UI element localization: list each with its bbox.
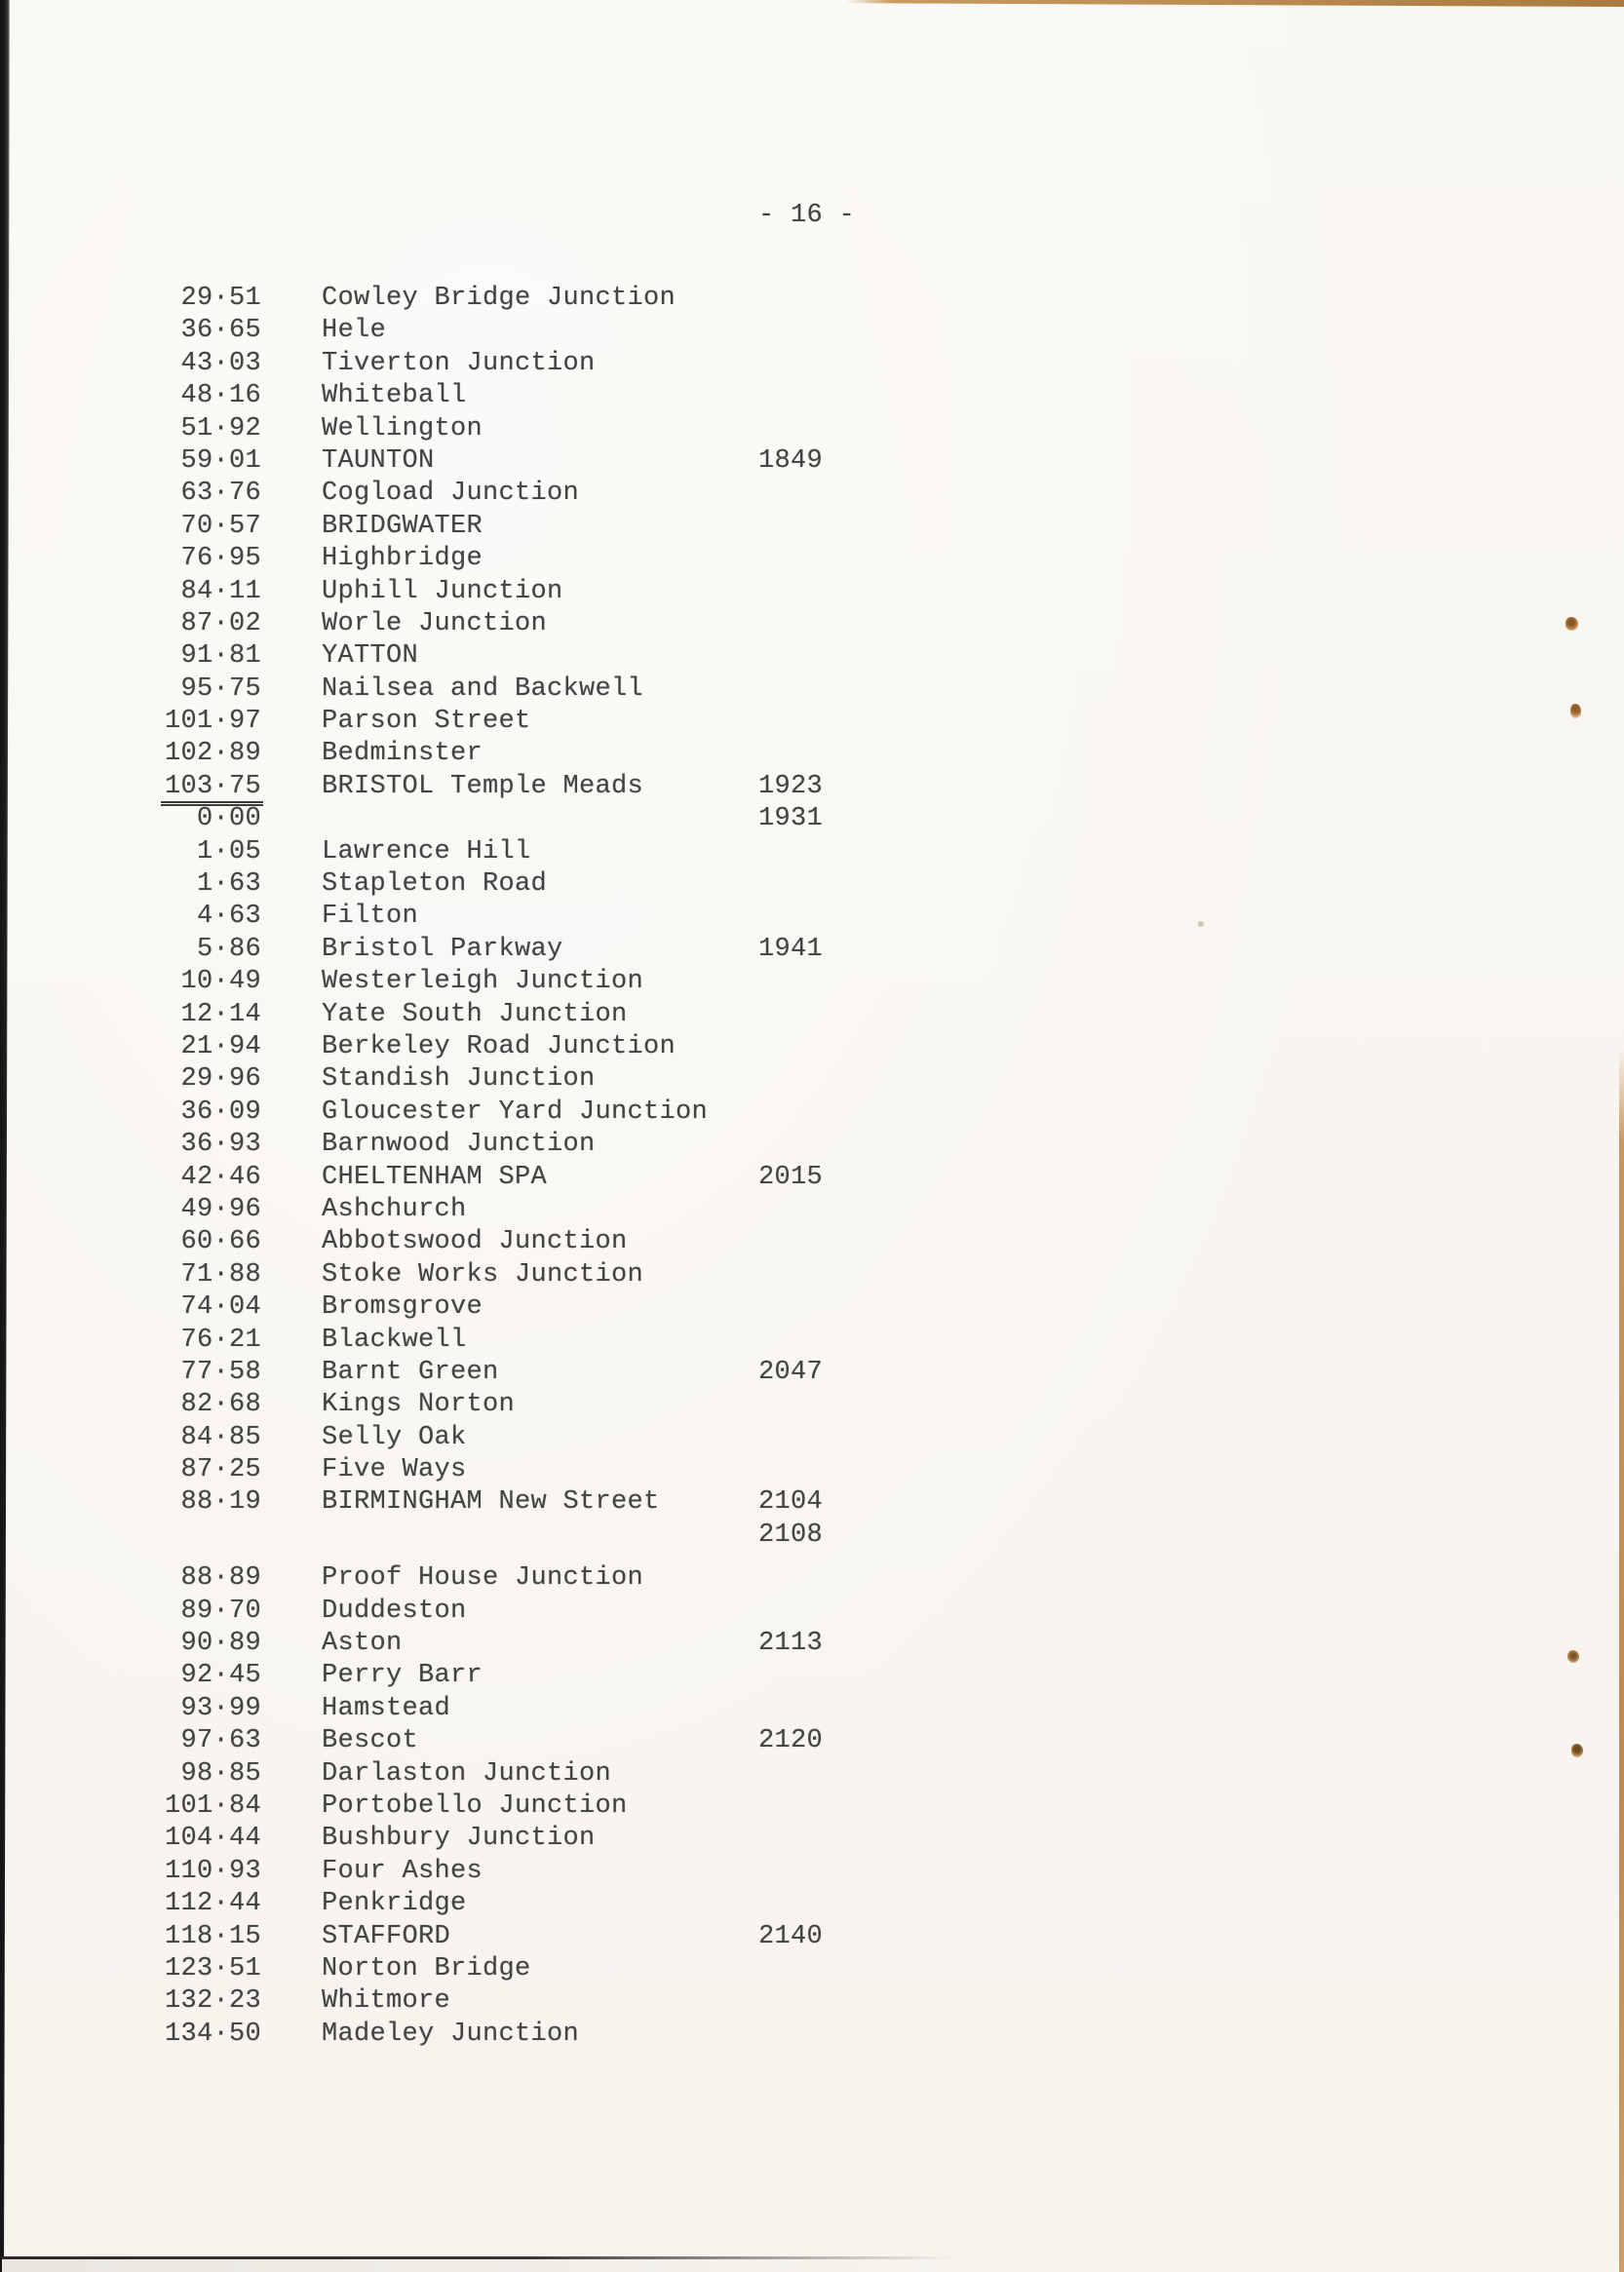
station-cell: Standish Junction <box>322 1064 596 1095</box>
log-row <box>29 1986 1589 2019</box>
mileage-cell: 112·44 <box>164 1889 261 1919</box>
mileage-cell: 82·68 <box>180 1390 261 1420</box>
mileage-cell: 42·46 <box>180 1162 261 1192</box>
scan-right-edge <box>1619 1048 1624 2272</box>
log-row <box>29 1455 1589 1487</box>
log-row <box>29 707 1589 739</box>
log-row <box>29 1954 1589 1986</box>
station-cell: Whitmore <box>322 1986 451 2017</box>
mileage-cell: 36·09 <box>180 1097 261 1127</box>
log-row <box>29 1487 1589 1520</box>
mileage-cell: 90·89 <box>180 1629 261 1659</box>
log-row <box>29 1824 1589 1856</box>
station-cell: TAUNTON <box>322 445 435 476</box>
log-row <box>29 1759 1589 1791</box>
log-row <box>29 1097 1589 1130</box>
station-cell: Abbotswood Junction <box>322 1227 628 1257</box>
time-cell: 1849 <box>758 445 824 476</box>
log-row <box>29 1791 1589 1824</box>
station-cell: Parson Street <box>322 707 531 737</box>
mileage-cell: 101·84 <box>164 1791 261 1821</box>
station-cell: Highbridge <box>322 544 483 574</box>
station-cell: Bedminster <box>322 739 483 769</box>
time-cell: 2047 <box>758 1357 824 1387</box>
mileage-cell: 93·99 <box>180 1693 261 1723</box>
log-row <box>29 1726 1589 1758</box>
log-row <box>29 1423 1589 1455</box>
time-cell: 2140 <box>758 1921 824 1951</box>
station-cell: Four Ashes <box>322 1856 483 1886</box>
log-row <box>29 1195 1589 1227</box>
log-row <box>29 967 1589 999</box>
mileage-cell: 87·02 <box>180 608 261 638</box>
mileage-cell: 88·89 <box>180 1563 261 1594</box>
station-cell: Bristol Parkway <box>322 934 563 964</box>
mileage-cell: 59·01 <box>180 445 261 476</box>
station-cell: Nailsea and Backwell <box>322 674 644 704</box>
station-cell: Gloucester Yard Junction <box>322 1097 709 1127</box>
mileage-cell: 36·65 <box>180 316 261 346</box>
mileage-cell: 132·23 <box>164 1986 261 2017</box>
mileage-cell <box>29 1521 261 1550</box>
station-cell: BRIDGWATER <box>322 511 483 541</box>
station-cell: Proof House Junction <box>322 1563 644 1594</box>
station-cell: STAFFORD <box>322 1921 451 1951</box>
mileage-cell: 36·93 <box>180 1130 261 1160</box>
station-cell: Whiteball <box>322 381 467 411</box>
log-row <box>29 1163 1589 1195</box>
mileage-cell: 98·85 <box>180 1758 261 1789</box>
log-row <box>29 1130 1589 1162</box>
mileage-cell: 4·63 <box>196 902 261 932</box>
mileage-cell: 71·88 <box>180 1259 261 1290</box>
station-cell: Norton Bridge <box>322 1953 531 1983</box>
log-row <box>29 609 1589 641</box>
time-cell: 2104 <box>758 1487 824 1518</box>
log-row <box>29 1922 1589 1954</box>
log-row <box>29 674 1589 707</box>
mileage-cell: 91·81 <box>180 641 261 672</box>
time-cell: 2015 <box>758 1162 824 1192</box>
log-row <box>29 739 1589 771</box>
mileage-cell: 63·76 <box>180 479 261 509</box>
mileage-cell: 88·19 <box>180 1487 261 1518</box>
station-cell: Filton <box>322 902 419 932</box>
time-cell: 2108 <box>758 1520 824 1550</box>
log-row <box>29 1358 1589 1390</box>
timing-log-rows <box>29 284 1589 2052</box>
log-row <box>29 349 1589 381</box>
log-row <box>29 1260 1589 1292</box>
log-row <box>29 1390 1589 1422</box>
log-row <box>29 1857 1589 1889</box>
station-cell: Bushbury Junction <box>322 1824 596 1854</box>
station-cell: Bromsgrove <box>322 1292 483 1323</box>
log-row <box>29 869 1589 902</box>
station-cell: Yate South Junction <box>322 999 628 1029</box>
station-cell: Westerleigh Junction <box>322 967 644 997</box>
mileage-cell: 76·95 <box>180 544 261 574</box>
station-cell: Madeley Junction <box>322 2019 580 2049</box>
mileage-cell: 103·75 <box>29 772 261 806</box>
mileage-cell: 101·97 <box>164 707 261 737</box>
log-row <box>29 1661 1589 1693</box>
log-row <box>29 577 1589 609</box>
log-row <box>29 2020 1589 2052</box>
station-cell: Tiverton Junction <box>322 348 596 378</box>
station-cell: Penkridge <box>322 1889 467 1919</box>
station-cell: Portobello Junction <box>322 1791 628 1821</box>
station-cell: Selly Oak <box>322 1422 467 1452</box>
time-cell: 1923 <box>758 771 824 801</box>
mileage-cell: 51·92 <box>180 413 261 443</box>
mileage-cell: 134·50 <box>164 2019 261 2049</box>
mileage-cell: 97·63 <box>180 1726 261 1756</box>
station-cell: Perry Barr <box>322 1661 483 1691</box>
time-cell: 1941 <box>758 934 824 964</box>
log-row <box>29 804 1589 836</box>
mileage-cell: 21·94 <box>180 1031 261 1061</box>
station-cell: Darlaston Junction <box>322 1758 612 1789</box>
station-cell: Blackwell <box>322 1325 467 1355</box>
station-cell: Barnwood Junction <box>322 1130 596 1160</box>
log-row <box>29 1000 1589 1032</box>
time-cell: 1931 <box>758 804 824 834</box>
mileage-cell: 84·85 <box>180 1422 261 1452</box>
mileage-cell: 43·03 <box>180 348 261 378</box>
mileage-cell: 110·93 <box>164 1856 261 1886</box>
mileage-cell: 77·58 <box>180 1357 261 1387</box>
mileage-cell: 29·96 <box>180 1064 261 1095</box>
mileage-cell: 84·11 <box>180 576 261 606</box>
scan-left-edge <box>0 0 10 2272</box>
station-cell: BIRMINGHAM New Street <box>322 1487 660 1518</box>
station-cell: Uphill Junction <box>322 576 563 606</box>
log-row <box>29 512 1589 544</box>
log-row <box>29 1521 1589 1553</box>
log-row <box>29 316 1589 348</box>
log-row <box>29 641 1589 674</box>
station-cell: YATTON <box>322 641 419 672</box>
station-cell: Worle Junction <box>322 608 548 638</box>
station-cell: Kings Norton <box>322 1390 516 1420</box>
log-row <box>29 414 1589 446</box>
log-row <box>29 1032 1589 1064</box>
station-cell: Cogload Junction <box>322 479 580 509</box>
page-number: - 16 - <box>758 201 856 230</box>
mileage-cell: 123·51 <box>164 1953 261 1983</box>
scan-bottom-edge-shadow <box>2 2259 957 2272</box>
log-row <box>29 902 1589 934</box>
station-cell: Hele <box>322 316 387 346</box>
mileage-cell: 102·89 <box>164 739 261 769</box>
mileage-cell: 0·00 <box>196 804 261 834</box>
mileage-cell: 60·66 <box>180 1227 261 1257</box>
log-row <box>29 1064 1589 1097</box>
mileage-cell: 10·49 <box>180 967 261 997</box>
log-row <box>29 1292 1589 1325</box>
time-cell: 2120 <box>758 1726 824 1756</box>
mileage-cell: 118·15 <box>164 1921 261 1951</box>
mileage-cell: 95·75 <box>180 674 261 704</box>
log-row <box>29 837 1589 869</box>
log-row <box>29 1563 1589 1596</box>
station-cell: Bescot <box>322 1726 419 1756</box>
mileage-cell: 49·96 <box>180 1194 261 1224</box>
mileage-cell: 1·63 <box>196 869 261 900</box>
station-cell: Duddeston <box>322 1596 467 1626</box>
log-row <box>29 544 1589 576</box>
log-row <box>29 1227 1589 1259</box>
station-cell: Berkeley Road Junction <box>322 1031 677 1061</box>
mileage-cell: 89·70 <box>180 1596 261 1626</box>
mileage-cell: 76·21 <box>180 1325 261 1355</box>
log-row <box>29 772 1589 804</box>
time-cell: 2113 <box>758 1629 824 1659</box>
station-cell: Ashchurch <box>322 1194 467 1224</box>
station-cell: Aston <box>322 1629 403 1659</box>
station-cell: Cowley Bridge Junction <box>322 284 677 313</box>
station-cell: Lawrence Hill <box>322 836 531 866</box>
scan-top-edge <box>846 0 1624 7</box>
log-row <box>29 1326 1589 1358</box>
mileage-cell: 70·57 <box>180 511 261 541</box>
mileage-cell: 12·14 <box>180 999 261 1029</box>
log-row <box>29 1889 1589 1921</box>
log-row <box>29 935 1589 967</box>
log-row <box>29 381 1589 413</box>
station-cell: Hamstead <box>322 1693 451 1723</box>
log-row <box>29 1629 1589 1661</box>
log-row <box>29 284 1589 316</box>
mileage-cell: 1·05 <box>196 836 261 866</box>
log-row <box>29 1694 1589 1726</box>
mileage-cell: 74·04 <box>180 1292 261 1323</box>
station-cell: BRISTOL Temple Meads <box>322 771 644 801</box>
station-cell: CHELTENHAM SPA <box>322 1162 548 1192</box>
station-cell: Stapleton Road <box>322 869 548 900</box>
log-row <box>29 1597 1589 1629</box>
station-cell: Barnt Green <box>322 1357 499 1387</box>
mileage-cell: 92·45 <box>180 1661 261 1691</box>
mileage-cell: 48·16 <box>180 381 261 411</box>
log-row <box>29 446 1589 479</box>
station-cell: Five Ways <box>322 1455 467 1485</box>
station-cell: Wellington <box>322 413 483 443</box>
mileage-cell: 87·25 <box>180 1455 261 1485</box>
mileage-cell: 104·44 <box>164 1824 261 1854</box>
station-cell: Stoke Works Junction <box>322 1259 644 1290</box>
log-row <box>29 479 1589 511</box>
mileage-cell: 5·86 <box>196 934 261 964</box>
mileage-cell: 29·51 <box>180 284 261 313</box>
